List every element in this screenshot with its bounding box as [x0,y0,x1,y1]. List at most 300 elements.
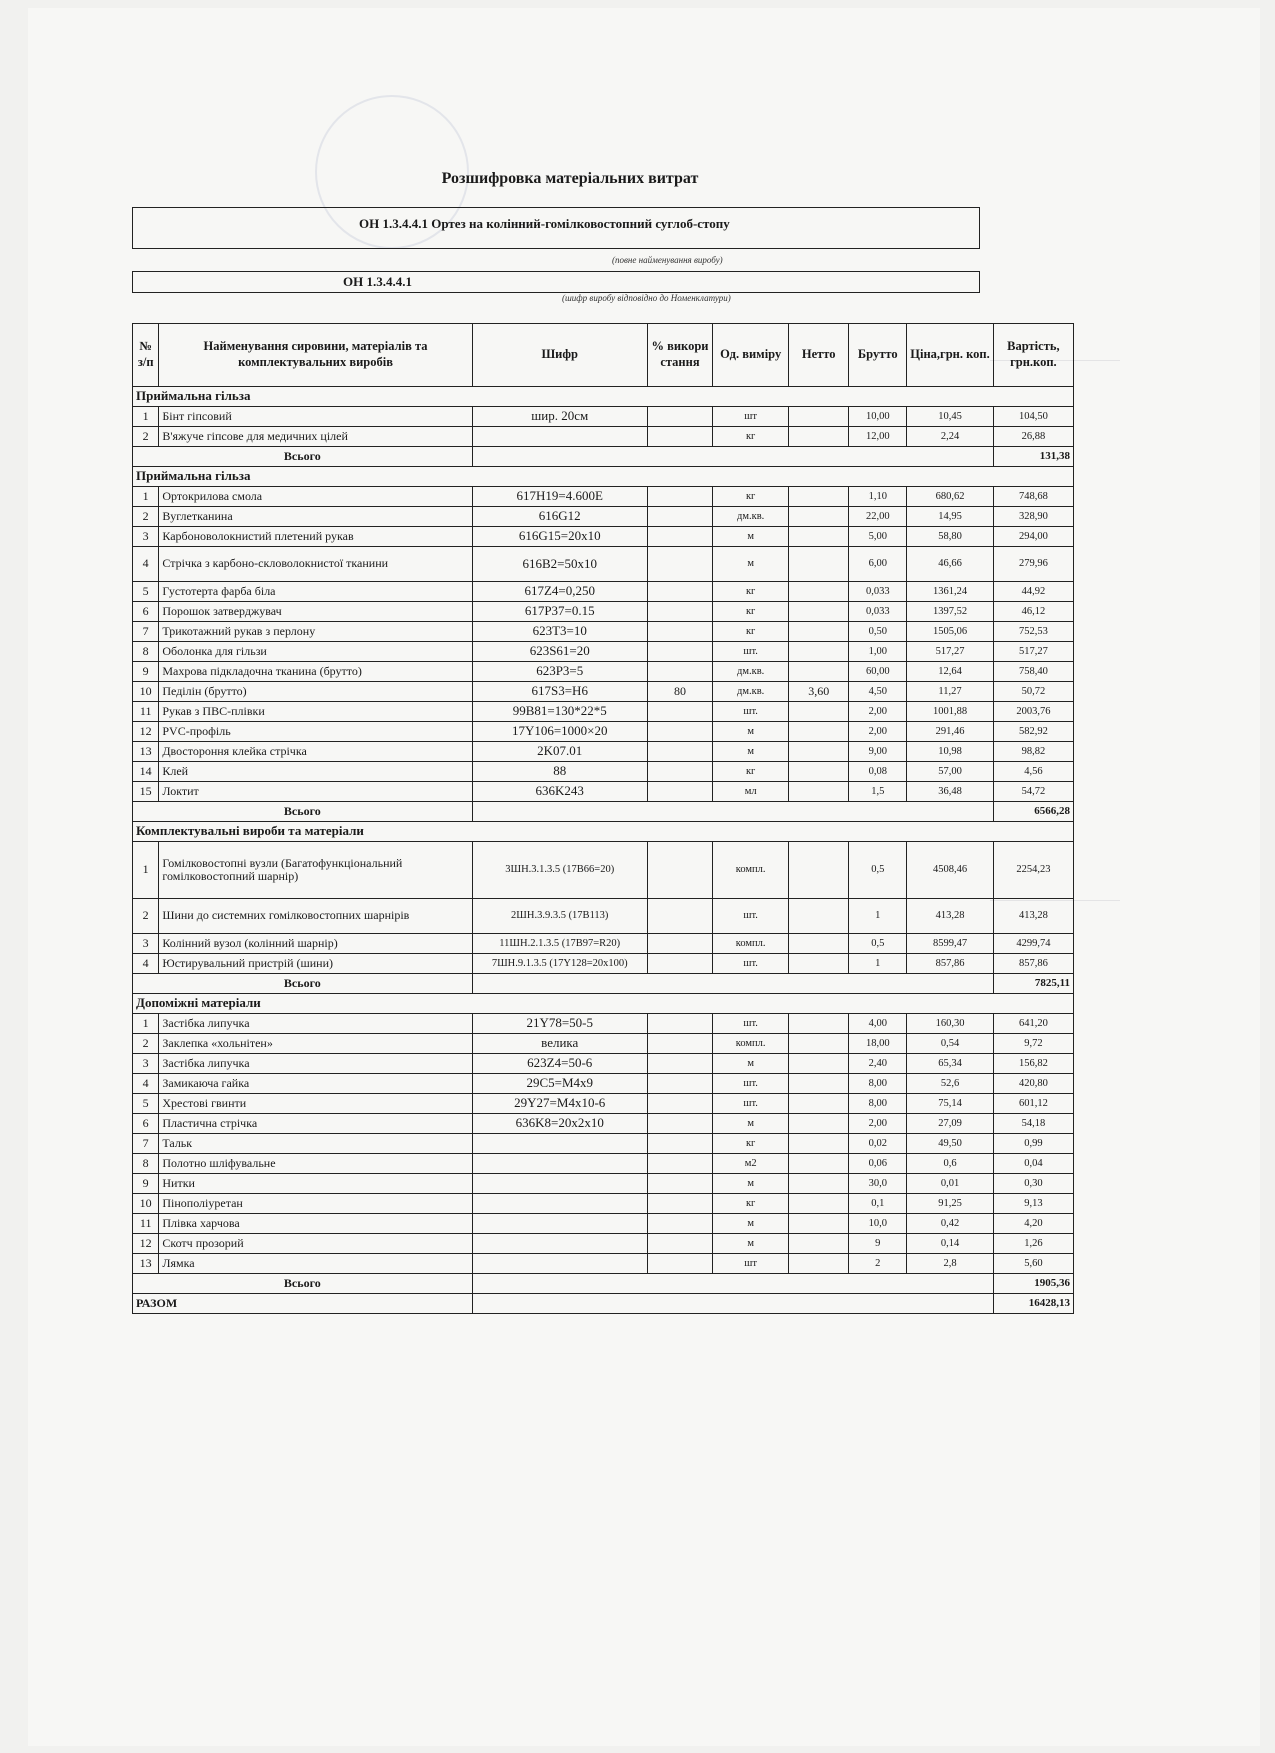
cell-code: 617P37=0.15 [472,602,647,622]
table-row [133,1154,1074,1174]
table-row [133,602,1074,622]
cell-name: Порошок затверджувач [159,602,472,622]
cell-no: 3 [133,934,159,954]
cell-net [789,742,849,762]
cell-code: 3ШН.3.1.3.5 (17B66=20) [472,842,647,899]
cell-code [472,1174,647,1194]
cell-cost: 641,20 [993,1014,1073,1034]
section-total-label: Всього [133,1274,473,1294]
cell-cost: 413,28 [993,899,1073,934]
table-row [133,407,1074,427]
cell-code [472,1134,647,1154]
cell-gross: 1 [849,954,907,974]
cell-unit: кг [713,487,789,507]
cell-pct [647,602,712,622]
cell-price: 91,25 [907,1194,994,1214]
cell-unit: шт [713,1254,789,1274]
cell-name: Пластична стрічка [159,1114,472,1134]
table-body [133,387,1074,1314]
cell-name: Застібка липучка [159,1054,472,1074]
cell-net [789,1134,849,1154]
cell-unit: кг [713,1194,789,1214]
cell-code: 21Y78=50-5 [472,1014,647,1034]
total-spacer [472,447,993,467]
cell-unit: дм.кв. [713,662,789,682]
cell-cost: 4,56 [993,762,1073,782]
section-header-row [133,467,1074,487]
cell-name: Оболонка для гільзи [159,642,472,662]
cell-name: Стрічка з карбоно-скловолокнистої тканини [159,547,472,582]
cell-no: 11 [133,702,159,722]
cell-price: 2,24 [907,427,994,447]
cell-gross: 60,00 [849,662,907,682]
cell-gross: 9 [849,1234,907,1254]
cell-name: Махрова підкладочна тканина (брутто) [159,662,472,682]
cell-code: 623Z4=50-6 [472,1054,647,1074]
table-row [133,762,1074,782]
cell-pct [647,934,712,954]
col-header-code: Шифр [472,324,647,387]
cell-pct [647,527,712,547]
cell-price: 75,14 [907,1094,994,1114]
cell-no: 15 [133,782,159,802]
cell-net [789,702,849,722]
cell-cost: 328,90 [993,507,1073,527]
product-name-caption: (повне найменування виробу) [612,255,723,265]
cell-no: 4 [133,1074,159,1094]
cell-code: 617Z4=0,250 [472,582,647,602]
cell-no: 5 [133,1094,159,1114]
col-header-unit: Од. виміру [713,324,789,387]
product-code-box [132,271,980,293]
cell-net [789,1174,849,1194]
cell-unit: шт. [713,899,789,934]
cell-no: 13 [133,742,159,762]
cell-pct [647,1094,712,1114]
cell-price: 0,01 [907,1174,994,1194]
cell-name: Хрестові гвинти [159,1094,472,1114]
cell-unit: кг [713,1134,789,1154]
cell-name: Двостороння клейка стрічка [159,742,472,762]
cell-code [472,1194,647,1214]
cell-name: Рукав з ПВС-плівки [159,702,472,722]
total-spacer [472,802,993,822]
total-spacer [472,1294,993,1314]
cell-gross: 2,00 [849,1114,907,1134]
cell-gross: 0,033 [849,582,907,602]
cell-cost: 104,50 [993,407,1073,427]
cell-no: 1 [133,487,159,507]
cell-code: велика [472,1034,647,1054]
cell-pct [647,702,712,722]
cell-pct [647,547,712,582]
cell-name: Заклепка «хольнітен» [159,1034,472,1054]
cell-unit: кг [713,622,789,642]
cell-no: 12 [133,1234,159,1254]
table-row [133,722,1074,742]
cell-gross: 0,5 [849,842,907,899]
cell-price: 36,48 [907,782,994,802]
cell-net [789,762,849,782]
cell-cost: 582,92 [993,722,1073,742]
cell-cost: 0,30 [993,1174,1073,1194]
cell-no: 1 [133,842,159,899]
section-header-row [133,387,1074,407]
cell-gross: 1,00 [849,642,907,662]
cell-net [789,1034,849,1054]
cell-cost: 0,99 [993,1134,1073,1154]
cell-gross: 8,00 [849,1094,907,1114]
cell-no: 14 [133,762,159,782]
cell-gross: 30,0 [849,1174,907,1194]
cell-pct [647,782,712,802]
cell-cost: 5,60 [993,1254,1073,1274]
cell-price: 10,45 [907,407,994,427]
table-row [133,662,1074,682]
cell-pct [647,954,712,974]
cell-gross: 1,5 [849,782,907,802]
cell-price: 413,28 [907,899,994,934]
cell-name: Вуглетканина [159,507,472,527]
cell-pct [647,642,712,662]
cell-code: 7ШН.9.1.3.5 (17Y128=20x100) [472,954,647,974]
cell-code: 29Y27=M4x10-6 [472,1094,647,1114]
table-row [133,954,1074,974]
product-name: ОН 1.3.4.4.1 Ортез на колінний-гомілковостопний суглоб-стопу [359,216,730,231]
cell-no: 4 [133,547,159,582]
cell-code [472,1154,647,1174]
cell-cost: 748,68 [993,487,1073,507]
cell-price: 517,27 [907,642,994,662]
section-total-value: 131,38 [993,447,1073,467]
cell-unit: кг [713,602,789,622]
cell-cost: 420,80 [993,1074,1073,1094]
cell-pct [647,1034,712,1054]
cell-cost: 0,04 [993,1154,1073,1174]
cell-net [789,622,849,642]
table-row [133,1254,1074,1274]
cell-code: 99B81=130*22*5 [472,702,647,722]
cell-unit: кг [713,582,789,602]
cell-pct [647,1014,712,1034]
table-row [133,527,1074,547]
cell-cost: 50,72 [993,682,1073,702]
table-row [133,1194,1074,1214]
cell-cost: 9,72 [993,1034,1073,1054]
cell-name: Замикаюча гайка [159,1074,472,1094]
cell-name: PVC-профіль [159,722,472,742]
cell-cost: 758,40 [993,662,1073,682]
section-title: Приймальна гільза [133,467,1074,487]
cell-net [789,662,849,682]
cell-gross: 0,033 [849,602,907,622]
cell-unit: компл. [713,934,789,954]
cell-net [789,527,849,547]
cell-net [789,1094,849,1114]
cell-code: 2K07.01 [472,742,647,762]
section-total-label: Всього [133,802,473,822]
cell-no: 8 [133,1154,159,1174]
cell-net [789,1234,849,1254]
cell-net [789,1154,849,1174]
table-row [133,622,1074,642]
cell-gross: 2 [849,1254,907,1274]
document-title: Розшифровка матеріальних витрат [441,170,699,187]
table-row [133,899,1074,934]
cell-no: 2 [133,1034,159,1054]
cell-pct [647,1214,712,1234]
cell-price: 1397,52 [907,602,994,622]
cell-net [789,642,849,662]
cell-no: 4 [133,954,159,974]
cell-no: 7 [133,622,159,642]
table-row [133,842,1074,899]
cell-pct [647,722,712,742]
section-total-row [133,802,1074,822]
cell-net [789,602,849,622]
table-row [133,582,1074,602]
section-header-row [133,994,1074,1014]
cell-gross: 4,00 [849,1014,907,1034]
cell-pct [647,742,712,762]
cell-name: Педілін (брутто) [159,682,472,702]
cell-name: Лямка [159,1254,472,1274]
cell-unit: шт. [713,642,789,662]
section-total-value: 7825,11 [993,974,1073,994]
col-header-pct: % викори стання [647,324,712,387]
cell-net [789,1114,849,1134]
cell-cost: 857,86 [993,954,1073,974]
cell-code: 11ШН.2.1.3.5 (17B97=R20) [472,934,647,954]
cell-net [789,427,849,447]
cell-unit: м [713,547,789,582]
section-total-row [133,447,1074,467]
cell-gross: 8,00 [849,1074,907,1094]
cell-price: 57,00 [907,762,994,782]
cell-price: 4508,46 [907,842,994,899]
cell-net [789,842,849,899]
cell-name: Юстирувальний пристрій (шини) [159,954,472,974]
cell-code: 88 [472,762,647,782]
section-total-value: 6566,28 [993,802,1073,822]
grand-total-row [133,1294,1074,1314]
cell-name: Тальк [159,1134,472,1154]
cell-cost: 2003,76 [993,702,1073,722]
cell-cost: 2254,23 [993,842,1073,899]
cell-pct [647,1154,712,1174]
cell-name: Колінний вузол (колінний шарнір) [159,934,472,954]
cell-no: 2 [133,507,159,527]
cell-net [789,507,849,527]
cell-cost: 279,96 [993,547,1073,582]
cell-gross: 10,00 [849,407,907,427]
cell-unit: м [713,1214,789,1234]
cell-unit: мл [713,782,789,802]
col-header-net: Нетто [789,324,849,387]
cell-unit: кг [713,762,789,782]
cell-price: 0,42 [907,1214,994,1234]
cell-pct [647,1114,712,1134]
table-row [133,1034,1074,1054]
cell-unit: дм.кв. [713,507,789,527]
cell-name: Полотно шліфувальне [159,1154,472,1174]
cell-gross: 12,00 [849,427,907,447]
cell-no: 6 [133,1114,159,1134]
cell-pct [647,842,712,899]
cell-unit: м2 [713,1154,789,1174]
section-title: Комплектувальні вироби та матеріали [133,822,1074,842]
table-row [133,1174,1074,1194]
cell-price: 52,6 [907,1074,994,1094]
product-header [132,207,980,303]
cell-code: 17Y106=1000×20 [472,722,647,742]
cell-unit: шт. [713,1014,789,1034]
cell-cost: 54,18 [993,1114,1073,1134]
table-row [133,934,1074,954]
cell-no: 10 [133,682,159,702]
cell-price: 65,34 [907,1054,994,1074]
cell-pct [647,662,712,682]
cell-no: 7 [133,1134,159,1154]
cell-unit: м [713,1234,789,1254]
cell-no: 8 [133,642,159,662]
cell-net [789,547,849,582]
cell-gross: 5,00 [849,527,907,547]
cell-net [789,782,849,802]
cell-unit: м [713,1114,789,1134]
cell-price: 11,27 [907,682,994,702]
cell-cost: 294,00 [993,527,1073,547]
cell-cost: 1,26 [993,1234,1073,1254]
cell-code: 2ШН.3.9.3.5 (17B113) [472,899,647,934]
cell-cost: 4299,74 [993,934,1073,954]
cell-code: 616B2=50x10 [472,547,647,582]
col-header-price: Ціна,грн. коп. [907,324,994,387]
cell-price: 160,30 [907,1014,994,1034]
cell-no: 9 [133,1174,159,1194]
cell-name: Плівка харчова [159,1214,472,1234]
grand-total-label: РАЗОМ [133,1294,473,1314]
cell-gross: 0,1 [849,1194,907,1214]
cell-net [789,407,849,427]
cell-pct [647,427,712,447]
cell-gross: 1 [849,899,907,934]
total-spacer [472,974,993,994]
section-total-value: 1905,36 [993,1274,1073,1294]
cell-name: Ортокрилова смола [159,487,472,507]
col-header-name: Найменування сировини, матеріалів та комплектувальних виробів [159,324,472,387]
cell-price: 1505,06 [907,622,994,642]
section-title: Приймальна гільза [133,387,1074,407]
product-code: ОН 1.3.4.4.1 [343,274,412,289]
table-row [133,507,1074,527]
cell-price: 2,8 [907,1254,994,1274]
table-row [133,1094,1074,1114]
table-row [133,742,1074,762]
cell-cost: 517,27 [993,642,1073,662]
cell-no: 10 [133,1194,159,1214]
cell-name: Карбоноволокнистий плетений рукав [159,527,472,547]
section-total-label: Всього [133,974,473,994]
cell-price: 58,80 [907,527,994,547]
cell-no: 3 [133,527,159,547]
cell-net [789,1054,849,1074]
cell-pct [647,1254,712,1274]
col-header-cost: Вартість, грн.коп. [993,324,1073,387]
cell-pct: 80 [647,682,712,702]
cell-price: 1361,24 [907,582,994,602]
cell-name: Скотч прозорий [159,1234,472,1254]
cell-unit: кг [713,427,789,447]
cell-pct [647,899,712,934]
cell-code: 623S61=20 [472,642,647,662]
cell-pct [647,1194,712,1214]
cell-code: 616G12 [472,507,647,527]
cell-pct [647,1234,712,1254]
table-header-row [133,324,1074,387]
cell-no: 12 [133,722,159,742]
cell-gross: 9,00 [849,742,907,762]
cell-no: 1 [133,407,159,427]
cell-net [789,722,849,742]
table-row [133,1134,1074,1154]
cell-no: 2 [133,899,159,934]
table-row [133,782,1074,802]
cell-cost: 44,92 [993,582,1073,602]
cell-price: 1001,88 [907,702,994,722]
cell-pct [647,762,712,782]
cell-no: 5 [133,582,159,602]
cell-code: 617S3=H6 [472,682,647,702]
cell-cost: 54,72 [993,782,1073,802]
cell-unit: компл. [713,842,789,899]
cell-price: 0,14 [907,1234,994,1254]
cell-code: 636K243 [472,782,647,802]
cell-price: 49,50 [907,1134,994,1154]
cell-name: В'яжуче гіпсове для медичних цілей [159,427,472,447]
section-title: Допоміжні матеріали [133,994,1074,1014]
table-row [133,702,1074,722]
cell-code: 29C5=M4x9 [472,1074,647,1094]
cell-price: 680,62 [907,487,994,507]
cell-name: Гомілковостопні вузли (Багатофункціональний гомілковостопний шарнір) [159,842,472,899]
cell-no: 11 [133,1214,159,1234]
table-row [133,1214,1074,1234]
cell-pct [647,407,712,427]
cell-gross: 0,02 [849,1134,907,1154]
cell-net [789,1014,849,1034]
cell-gross: 0,06 [849,1154,907,1174]
cell-gross: 0,50 [849,622,907,642]
cell-unit: шт. [713,954,789,974]
section-total-label: Всього [133,447,473,467]
cell-no: 13 [133,1254,159,1274]
cell-net [789,1214,849,1234]
table-row [133,1114,1074,1134]
cell-net: 3,60 [789,682,849,702]
cell-code [472,427,647,447]
cell-price: 0,54 [907,1034,994,1054]
cell-name: Пінополіуретан [159,1194,472,1214]
cell-no: 2 [133,427,159,447]
cell-name: Клей [159,762,472,782]
cell-unit: шт. [713,1094,789,1114]
cell-pct [647,1174,712,1194]
cell-unit: м [713,527,789,547]
cell-net [789,1074,849,1094]
cell-unit: м [713,742,789,762]
cell-pct [647,1134,712,1154]
